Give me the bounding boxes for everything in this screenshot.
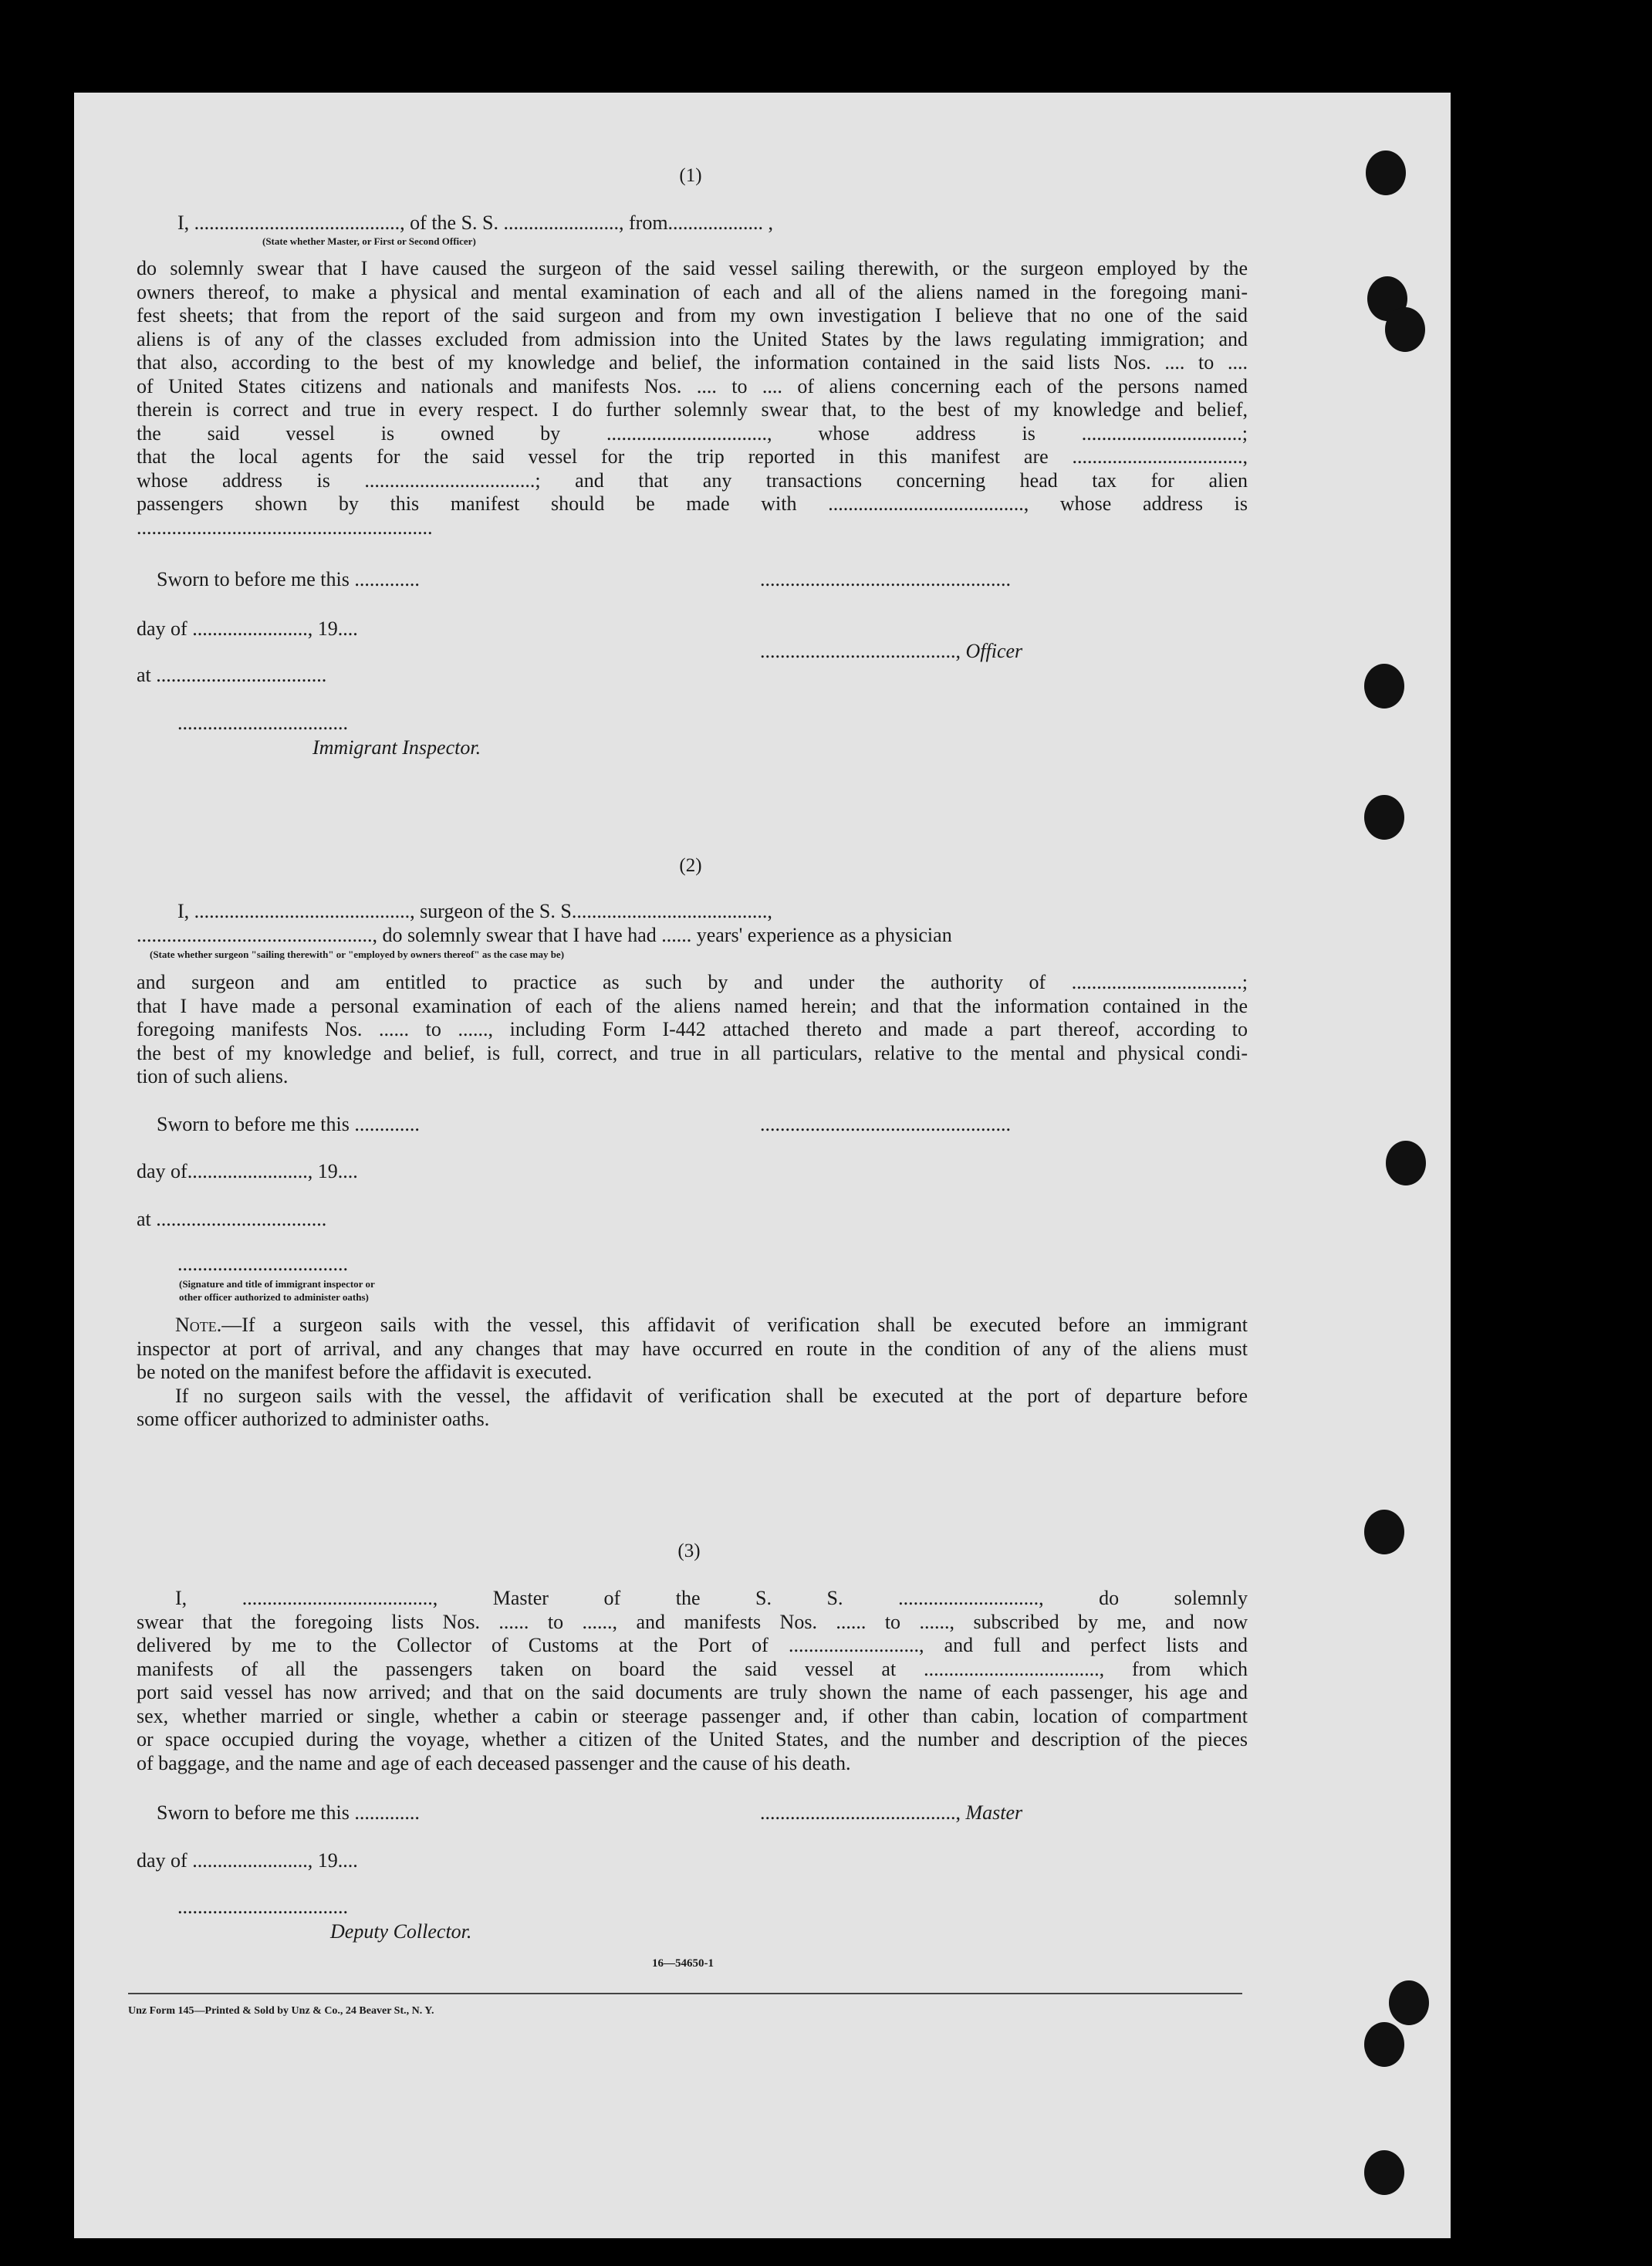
- section-2-right-line: ..................................................: [760, 1113, 1011, 1135]
- body-line: delivered by me to the Collector of Customs at the Port of .........................., and full and perfect lists and: [137, 1634, 1248, 1656]
- form-code: 16—54650-1: [652, 1957, 714, 1970]
- section-1-number: (1): [679, 165, 702, 186]
- section-2-line2: ..............................................., do solemnly swear that I have had ...... years' experience as a physician: [137, 924, 952, 946]
- binder-hole: [1364, 664, 1404, 709]
- binder-hole: [1364, 1510, 1404, 1554]
- section-1-sig-line: ..................................: [177, 712, 348, 734]
- note-line: [137, 1314, 1248, 1338]
- section-2-sig-line: ..................................: [177, 1253, 348, 1275]
- binder-hole: [1364, 2150, 1404, 2195]
- section-2-number: (2): [679, 855, 702, 876]
- section-2-sworn: Sworn to before me this .............: [157, 1113, 420, 1135]
- note-line: inspector at port of arrival, and any changes that may have occurred en route in the condition of any of the aliens must: [137, 1337, 1248, 1360]
- body-line: whose address is ..................................; and that any transactions concerning head tax for alien: [137, 468, 1248, 492]
- section-1-right-line1: ..................................................: [760, 568, 1011, 590]
- binder-hole: [1385, 307, 1425, 352]
- body-line: do solemnly swear that I have caused the surgeon of the said vessel sailing therewith, or the surgeon employed by the: [137, 257, 1248, 279]
- body-line: of baggage, and the name and age of each deceased passenger and the cause of his death.: [137, 1751, 851, 1774]
- body-line: manifests of all the passengers taken on board the said vessel at ..................................., from which: [137, 1657, 1248, 1680]
- body-line: and surgeon and am entitled to practice as such by and under the authority of ..................................;: [137, 971, 1248, 993]
- section-1-caption: (State whether Master, or First or Second Officer): [262, 235, 476, 247]
- note-line: be noted on the manifest before the affidavit is executed.: [137, 1361, 593, 1383]
- body-line: passengers shown by this manifest should be made with ......................................., whose address is: [137, 492, 1248, 515]
- body-line: I, ......................................, Master of the S. S. ............................, do solemnly: [175, 1587, 1248, 1609]
- body-line: port said vessel has now arrived; and that on the said documents are truly shown the name of each passenger, his age and: [137, 1681, 1248, 1703]
- section-2-body: [137, 971, 1248, 1089]
- master-dots: .......................................,: [760, 1801, 966, 1824]
- body-line: therein is correct and true in every respect. I do further solemnly swear that, to the best of my knowledge and belief,: [137, 398, 1248, 421]
- section-3-sig-line: ..................................: [177, 1896, 348, 1918]
- body-line: or space occupied during the voyage, whether a citizen of the United States, and the number and description of the pieces: [137, 1728, 1248, 1750]
- body-line: that the local agents for the said vessel for the trip reported in this manifest are ..................................,: [137, 445, 1248, 468]
- section-1-sworn: Sworn to before me this .............: [157, 568, 420, 590]
- body-line: fest sheets; that from the report of the said surgeon and from my own investigation I believe that no one of the said: [137, 304, 1248, 326]
- footer-rule: [128, 1993, 1242, 1994]
- binder-hole: [1386, 1141, 1426, 1185]
- officer-dots: .......................................,: [760, 640, 966, 662]
- section-2-at: at ..................................: [137, 1208, 327, 1230]
- section-2-caption: (State whether surgeon "sailing therewith" or "employed by owners thereof" as the case may be): [150, 949, 565, 960]
- note-label: Note.: [175, 1314, 222, 1336]
- section-2-sig-caption: other officer authorized to administer oaths): [179, 1291, 369, 1303]
- body-line: aliens is of any of the classes excluded from admission into the United States by the laws regulating immigration; and: [137, 327, 1248, 350]
- master-label: Master: [965, 1801, 1023, 1824]
- body-line: sex, whether married or single, whether a cabin or steerage passenger and, if other than cabin, location of compartment: [137, 1704, 1248, 1727]
- section-1-inspector: Immigrant Inspector.: [312, 736, 481, 759]
- section-1-day: day of ......................., 19....: [137, 617, 358, 640]
- body-line: that also, according to the best of my knowledge and belief, the information contained in the said lists Nos. .... to ....: [137, 351, 1248, 374]
- body-line: ...........................................................: [137, 516, 433, 539]
- note-text: —If a surgeon sails with the vessel, this affidavit of verification shall be executed before an immigrant: [221, 1314, 1248, 1336]
- section-3-master-line: [760, 1801, 1022, 1825]
- printer-line: Unz Form 145—Printed & Sold by Unz & Co., 24 Beaver St., N. Y.: [128, 2005, 434, 2017]
- section-2-day: day of........................, 19....: [137, 1160, 358, 1182]
- binder-hole: [1389, 1980, 1429, 2025]
- section-1-officer-line: [760, 640, 1022, 663]
- binder-hole: [1364, 795, 1404, 840]
- note: [137, 1314, 1248, 1432]
- body-line: of United States citizens and nationals and manifests Nos. .... to .... of aliens concerning each of the persons named: [137, 374, 1248, 397]
- body-line: the said vessel is owned by ................................, whose address is ................................;: [137, 421, 1248, 445]
- body-line: that I have made a personal examination of each of the aliens named herein; and that the information contained in the: [137, 994, 1248, 1017]
- section-2-sig-caption: (Signature and title of immigrant inspector or: [179, 1278, 375, 1290]
- section-1-body: [137, 257, 1248, 539]
- body-line: foregoing manifests Nos. ...... to ......, including Form I-442 attached thereto and made a part thereof, according to: [137, 1018, 1248, 1040]
- section-2-line1: I, ..........................................., surgeon of the S. S.......................................,: [177, 900, 772, 922]
- body-line: owners thereof, to make a physical and mental examination of each and all of the aliens named in the foregoing mani-: [137, 280, 1248, 303]
- binder-hole: [1366, 151, 1406, 195]
- note-line: some officer authorized to administer oaths.: [137, 1408, 490, 1430]
- section-3-sworn: Sworn to before me this .............: [157, 1801, 420, 1824]
- body-line: the best of my knowledge and belief, is full, correct, and true in all particulars, relative to the mental and physical condi-: [137, 1041, 1248, 1064]
- officer-label: Officer: [965, 640, 1023, 662]
- body-line: swear that the foregoing lists Nos. ...... to ......, and manifests Nos. ...... to ......, subscribed by me, and now: [137, 1610, 1248, 1633]
- body-line: tion of such aliens.: [137, 1065, 289, 1087]
- section-3-collector: Deputy Collector.: [330, 1920, 472, 1943]
- section-1-line1: I, ........................................., of the S. S. ......................., from................... ,: [177, 211, 774, 234]
- section-3-body: [137, 1587, 1248, 1775]
- section-1-at: at ..................................: [137, 664, 327, 686]
- binder-hole: [1364, 2022, 1404, 2067]
- section-3-day: day of ......................., 19....: [137, 1849, 358, 1872]
- section-3-number: (3): [677, 1541, 701, 1561]
- note-line: If no surgeon sails with the vessel, the affidavit of verification shall be executed at the port of departure before: [175, 1384, 1248, 1407]
